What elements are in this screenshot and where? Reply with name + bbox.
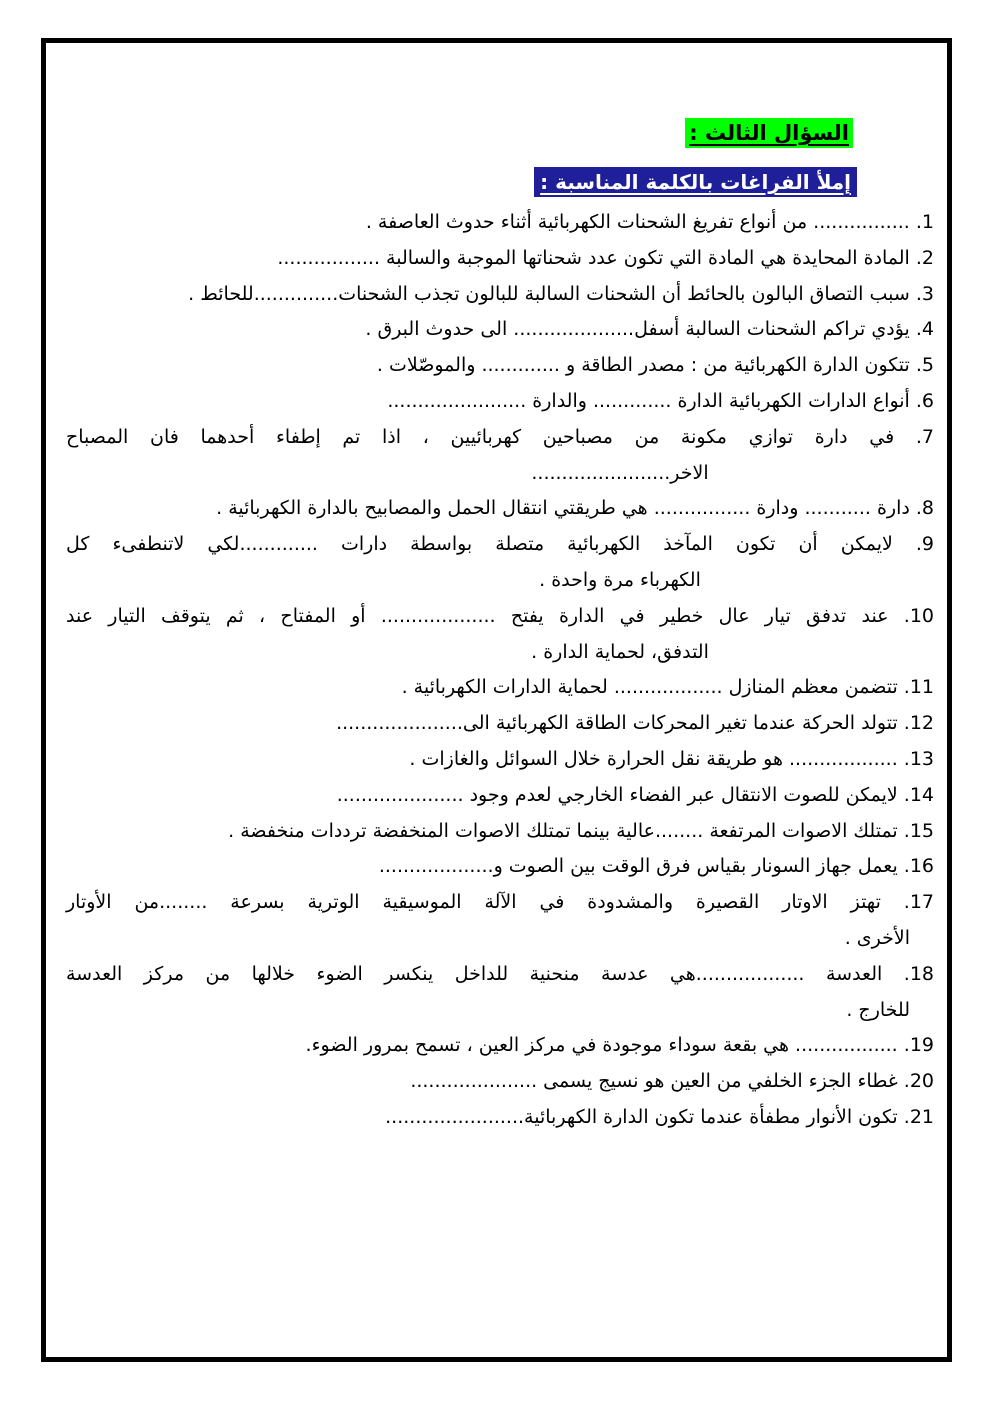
question-18: 18. العدسة ..................هي عدسة منحنية للداخل ينكسر الضوء خلالها من مركز العدسة للخارج . [66, 957, 934, 1029]
question-20: 20. غطاء الجزء الخلفي من العين هو نسيج يسمى ..................... [410, 1070, 934, 1093]
question-15: 15. تمتلك الاصوات المرتفعة ........عالية بينما تمتلك الاصوات المنخفضة ترددات منخفضة . [228, 819, 934, 842]
section-title-text: السؤال الثالث : [689, 121, 849, 145]
question-2: 2. المادة المحايدة هي المادة التي تكون عدد شحناتها الموجبة والسالبة ................. [277, 246, 934, 269]
instruction-badge [534, 167, 857, 197]
question-10: 10. عند تدفق تيار عال خطير في الدارة يفتح ................... أو المفتاح ، ثم يتوقف التيار عند التدفق، لحماية الدارة . [66, 599, 934, 671]
question-17: 17. تهتز الاوتار القصيرة والمشدودة في الآلة الموسيقية الوترية بسرعة ........من الأوتار الأخرى . [66, 885, 934, 957]
question-13: 13. .................. هو طريقة نقل الحرارة خلال السوائل والغازات . [409, 747, 934, 770]
question-10-continuation: التدفق، لحماية الدارة . [531, 640, 709, 663]
questions-list [66, 205, 934, 1136]
question-7-continuation: الاخر....................... [531, 461, 709, 484]
question-8: 8. دارة ........... ودارة ................ هي طريقتي انتقال الحمل والمصابيح بالدارة الكهربائية . [216, 497, 934, 520]
question-18-continuation: للخارج . [846, 998, 910, 1021]
question-9-continuation: الكهرباء مرة واحدة . [539, 568, 701, 591]
title-row [66, 118, 934, 148]
section-title-badge [685, 118, 853, 148]
question-7: 7. في دارة توازي مكونة من مصباحين كهربائيين ، اذا تم إطفاء أحدهما فان المصباح الاخر....................... [66, 420, 934, 492]
question-17-continuation: الأخرى . [844, 926, 910, 949]
question-4: 4. يؤدي تراكم الشحنات السالبة أسفل.................... الى حدوث البرق . [365, 318, 934, 341]
question-12: 12. تتولد الحركة عندما تغير المحركات الطاقة الكهربائية الى..................... [336, 712, 934, 735]
instruction-row [66, 167, 934, 197]
instruction-text: إملأ الفراغات بالكلمة المناسبة : [540, 170, 851, 194]
question-19: 19. ................. هي بقعة سوداء موجودة في مركز العين ، تسمح بمرور الضوء. [305, 1034, 934, 1057]
question-6: 6. أنواع الدارات الكهربائية الدارة ............. والدارة ....................... [387, 389, 934, 412]
question-21: 21. تكون الأنوار مطفأة عندما تكون الدارة الكهربائية....................... [385, 1105, 934, 1128]
question-5: 5. تتكون الدارة الكهربائية من : مصدر الطاقة و ............. والموصّلات . [376, 354, 934, 377]
page-content [46, 43, 947, 1357]
question-16: 16. يعمل جهاز السونار بقياس فرق الوقت بين الصوت و................... [378, 855, 934, 878]
question-11: 11. تتضمن معظم المنازل .................. لحماية الدارات الكهربائية . [401, 676, 934, 699]
question-9: 9. لايمكن أن تكون المآخذ الكهربائية متصلة بواسطة دارات .............لكي لاتنطفىء كل الكهرباء مرة واحدة . [66, 527, 934, 599]
question-1: 1. ................ من أنواع تفريغ الشحنات الكهربائية أثناء حدوث العاصفة . [365, 211, 934, 233]
question-14: 14. لايمكن للصوت الانتقال عبر الفضاء الخارجي لعدم وجود ..................... [336, 783, 934, 806]
page-border-frame [41, 38, 952, 1362]
question-3: 3. سبب التصاق البالون بالحائط أن الشحنات السالبة للبالون تجذب الشحنات..............للحائط . [188, 282, 934, 305]
